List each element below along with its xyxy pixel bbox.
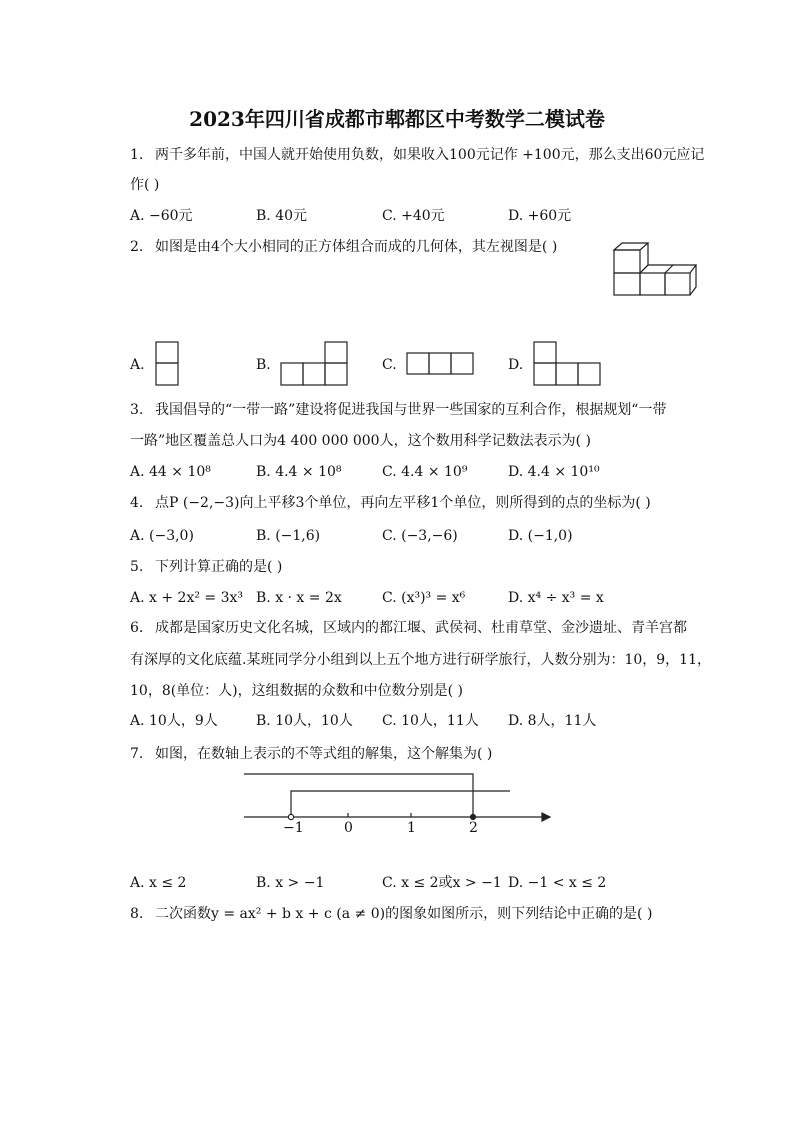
q2-option-a-figure [156, 342, 178, 386]
q7-option-c: C. x ≤ 2或x > −1 [382, 875, 502, 891]
q5-stem: 下列计算正确的是( ) [155, 559, 283, 575]
q6-option-c: C. 10人，11人 [382, 713, 479, 729]
q3-option-a: A. 44 × 10⁸ [130, 464, 211, 480]
q5-option-b: B. x · x = 2x [256, 590, 342, 606]
q8-number: 8. [130, 906, 144, 922]
q2-option-c-figure [407, 353, 473, 375]
page-title: 2023年四川省成都市郫都区中考数学二模试卷 [189, 107, 605, 131]
q3-stem-line1: 我国倡导的“一带一路”建设将促进我国与世界一些国家的互利合作，根据规划“一带 [155, 402, 667, 418]
q1-option-c: C. +40元 [382, 208, 445, 224]
q7-option-b: B. x > −1 [256, 875, 325, 891]
tick-label-minus1: −1 [283, 820, 304, 836]
q6-option-a: A. 10人，9人 [130, 713, 218, 729]
q6-stem-line1: 成都是国家历史文化名城，区域内的都江堰、武侯祠、杜甫草堂、金沙遗址、青羊宫都 [155, 620, 687, 636]
q4-option-a: A. (−3,0) [130, 528, 194, 544]
q2-option-d-figure [534, 342, 600, 386]
q1-stem-line1: 两千多年前，中国人就开始使用负数，如果收入100元记作 +100元，那么支出60元应记 [155, 147, 705, 163]
q2-label-a: A. [130, 357, 145, 373]
q3-number: 3. [130, 402, 144, 418]
axis-arrow [542, 813, 550, 821]
q7-option-a: A. x ≤ 2 [130, 875, 187, 891]
q2-number: 2. [130, 239, 144, 255]
tick-label-2: 2 [469, 820, 478, 836]
q1-option-a: A. −60元 [130, 208, 193, 224]
q4-number: 4. [130, 495, 144, 511]
q3-option-d: D. 4.4 × 10¹⁰ [508, 464, 600, 480]
q3-option-b: B. 4.4 × 10⁸ [256, 464, 342, 480]
q3-option-c: C. 4.4 × 10⁹ [382, 464, 468, 480]
q4-option-b: B. (−1,6) [256, 528, 321, 544]
q5-number: 5. [130, 559, 144, 575]
q2-solid-figure [610, 240, 690, 298]
q2-stem: 如图是由4个大小相同的正方体组合而成的几何体，其左视图是( ) [155, 239, 558, 255]
tick-label-1: 1 [407, 820, 416, 836]
q6-stem-line3: 10，8(单位：人)，这组数据的众数和中位数分别是( ) [130, 683, 464, 699]
q2-label-b: B. [256, 357, 271, 373]
q4-option-d: D. (−1,0) [508, 528, 573, 544]
q6-stem-line2: 有深厚的文化底蕴.某班同学分小组到以上五个地方进行研学旅行，人数分别为：10，9，11， [130, 652, 711, 668]
solution-x-gt-neg1 [291, 791, 510, 817]
solution-x-le-2 [244, 774, 473, 817]
q4-stem: 点P (−2,−3)向上平移3个单位，再向左平移1个单位，则所得到的点的坐标为( ) [155, 495, 651, 511]
q2-label-c: C. [382, 357, 397, 373]
q2-label-d: D. [508, 357, 524, 373]
q5-option-d: D. x⁴ ÷ x³ = x [508, 590, 604, 606]
q5-option-c: C. (x³)³ = x⁶ [382, 590, 466, 606]
q7-stem: 如图，在数轴上表示的不等式组的解集，这个解集为( ) [155, 746, 493, 762]
q8-stem: 二次函数y = ax² + b x + c (a ≠ 0)的图象如图所示，则下列结论中正确的是( ) [155, 906, 653, 922]
q1-stem-line2: 作( ) [130, 177, 160, 193]
q5-option-a: A. x + 2x² = 3x³ [130, 590, 243, 606]
q1-option-b: B. 40元 [256, 208, 308, 224]
q1-number: 1. [130, 147, 144, 163]
q3-stem-line2: 一路”地区覆盖总人口为4 400 000 000人，这个数用科学记数法表示为( ) [130, 433, 591, 449]
q2-option-b-figure [281, 342, 347, 386]
q6-option-d: D. 8人，11人 [508, 713, 597, 729]
tick-label-0: 0 [344, 820, 353, 836]
q1-option-d: D. +60元 [508, 208, 572, 224]
q4-option-c: C. (−3,−6) [382, 528, 458, 544]
q7-number: 7. [130, 746, 144, 762]
q6-number: 6. [130, 620, 144, 636]
q7-option-d: D. −1 < x ≤ 2 [508, 875, 607, 891]
q6-option-b: B. 10人，10人 [256, 713, 353, 729]
